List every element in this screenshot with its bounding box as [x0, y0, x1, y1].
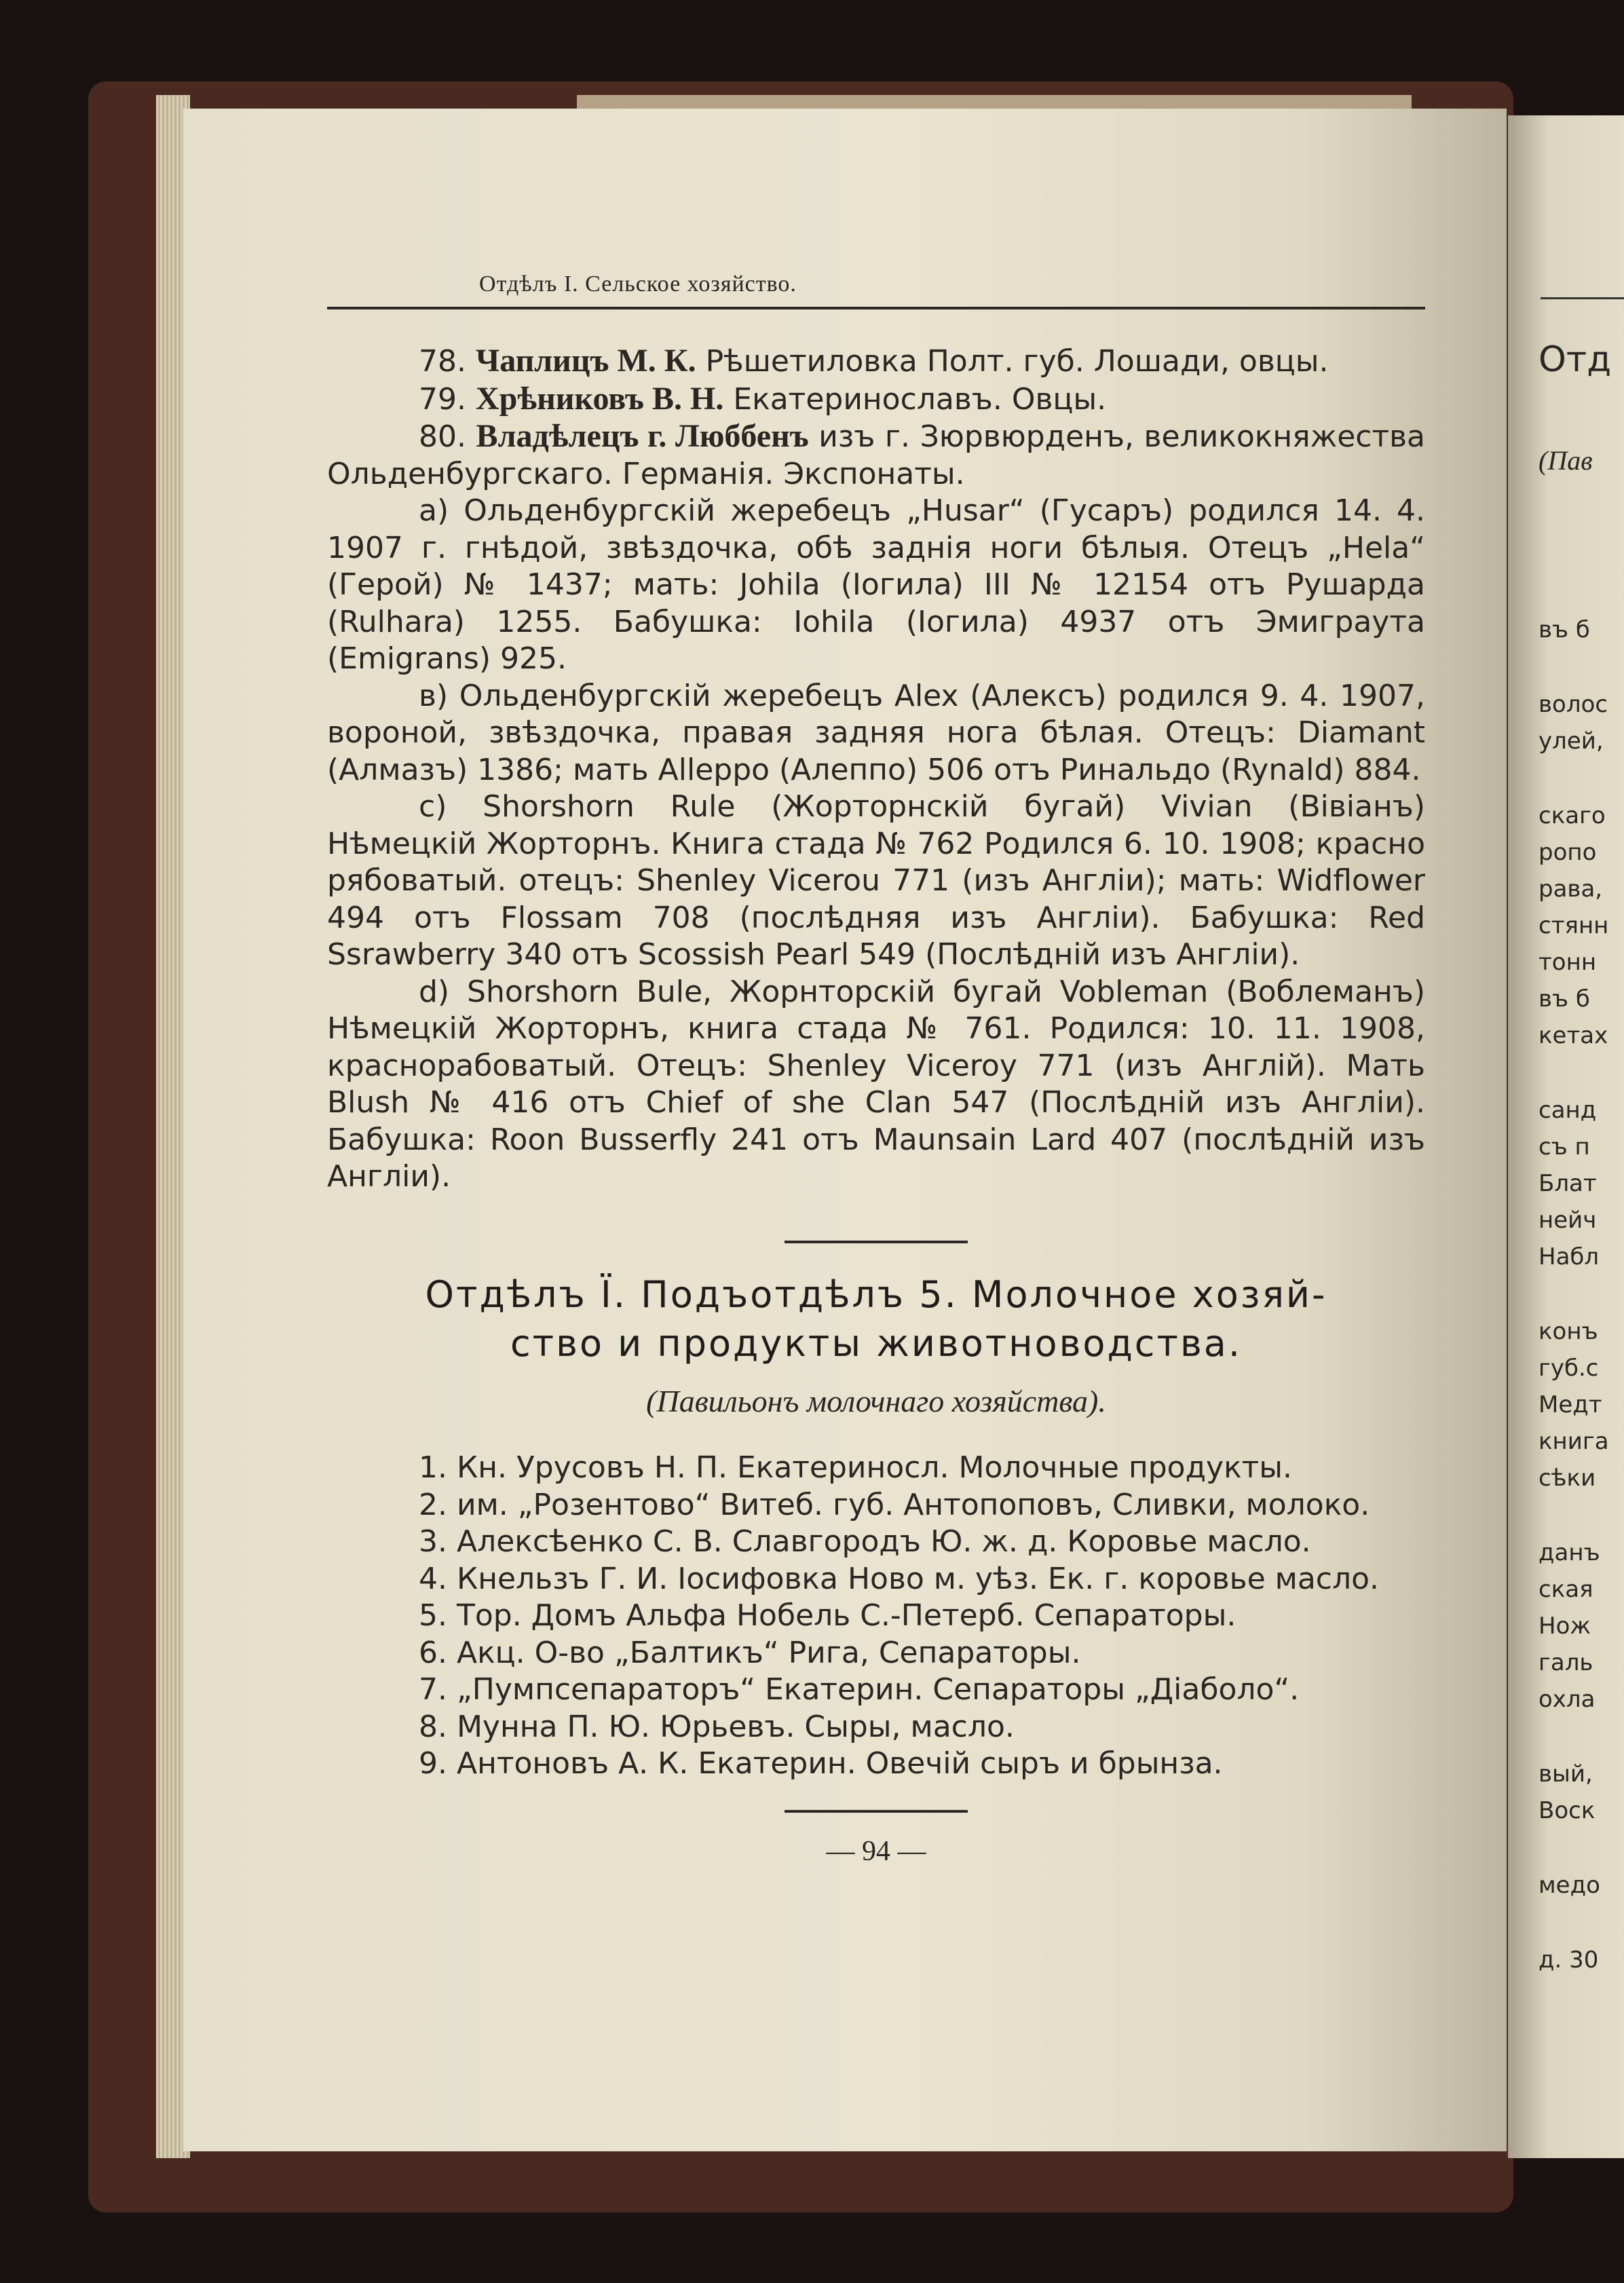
right-page-fragment-text: (Пав [1538, 445, 1593, 476]
right-page-fragment-text: ская [1538, 1576, 1593, 1603]
dairy-entry: 4. Кнельзъ Г. И. Іосифовка Ново м. уѣз. Ек. г. коровье масло. [419, 1561, 1380, 1596]
right-page-fragment-text: Блат [1538, 1170, 1597, 1197]
right-page-fragment-text: съ п [1538, 1133, 1590, 1161]
right-page-fragment-text: Воск [1538, 1797, 1595, 1824]
right-page-fragment-text: въ б [1538, 985, 1590, 1013]
section-title-line-1: Отдѣлъ Ї. Подъотдѣлъ 5. Молочное хозяй- [425, 1272, 1327, 1316]
right-page-fragment-text: стянн [1538, 912, 1609, 939]
right-page-fragment-text: конъ [1538, 1318, 1598, 1345]
entry-78 [327, 343, 1425, 381]
right-page-fragment-text: охла [1538, 1686, 1595, 1713]
dairy-entry: 1. Кн. Урусовъ Н. П. Екатериносл. Молочные продукты. [419, 1450, 1292, 1485]
right-page-fragment-text: санд [1538, 1097, 1597, 1124]
page-number: — 94 — [826, 1835, 926, 1867]
entry-text: Рѣшетиловка Полт. губ. Лошади, овцы. [696, 344, 1329, 379]
dairy-entry: 6. Акц. О-во „Балтикъ“ Рига, Сепараторы. [419, 1635, 1081, 1670]
right-page-fragment-text: волос [1538, 691, 1608, 718]
right-page-fragment-text: въ б [1538, 616, 1590, 643]
dairy-entry: 3. Алексѣенко С. В. Славгородъ Ю. ж. д. Коровье масло. [419, 1524, 1311, 1559]
paragraph-a: а) Ольденбургскій жеребецъ „Husar“ (Гусаръ) родился 14. 4. 1907 г. гнѣдой, звѣздочка, обѣ заднія ноги бѣлыя. Отецъ „Hela“ (Герой) № 1437; мать: Johila (Іогила) III № 12154 отъ Рушарда (Rulhara) 1255. Бабушка: Iohila (Іогила) 4937 отъ Эмиграута (Emigrans) 925. [327, 493, 1425, 676]
dairy-entry: 5. Тор. Домъ Альфа Нобель С.-Петерб. Сепараторы. [419, 1598, 1236, 1633]
section-subtitle: (Павильонъ молочнаго хозяйства). [646, 1383, 1106, 1418]
right-page-fragment-text: Медт [1538, 1391, 1602, 1418]
paragraph-b: в) Ольденбургскій жеребецъ Alex (Алексъ) родился 9. 4. 1907, вороной, звѣздочка, правая задняя нога бѣлая. Отецъ: Diamant (Алмазъ) 1386; мать Allеppo (Алеппо) 506 отъ Ринальдо (Rynald) 884. [327, 678, 1425, 787]
right-page-fragment-text: тонн [1538, 949, 1597, 976]
entry-number: 79. [419, 381, 466, 417]
right-page-head-rule [1541, 297, 1624, 299]
entry-number: 80. [419, 419, 466, 454]
dairy-entry: 2. им. „Розентово“ Витеб. губ. Антопоповъ, Сливки, молоко. [419, 1487, 1370, 1522]
head-rule [327, 307, 1425, 309]
right-page-fragment-text: Набл [1538, 1243, 1600, 1270]
right-page-fragment-text: скаго [1538, 802, 1606, 829]
entry-name: Владѣлецъ г. Люббенъ [476, 418, 809, 454]
right-page-fragment-text: улей, [1538, 728, 1604, 755]
section-divider [785, 1241, 968, 1243]
bottom-divider [785, 1810, 968, 1813]
section-title-line-2: ство и продукты животноводства. [510, 1321, 1243, 1365]
dairy-entry: 9. Антоновъ А. К. Екатерин. Овечій сыръ и брынза. [419, 1746, 1223, 1781]
right-page-fragment-text: книга [1538, 1428, 1609, 1455]
right-page-fragment-text: вый, [1538, 1760, 1593, 1788]
entry-name: Чаплицъ М. К. [475, 343, 696, 379]
right-page-fragment-text: Отд [1538, 339, 1612, 380]
right-page-fragment-text: медо [1538, 1872, 1600, 1899]
entry-text: изъ г. Зюрвюрденъ, великокняжества Ольденбургскаго. Германія. Экспонаты. [327, 419, 1425, 491]
dairy-entry: 8. Мунна П. Ю. Юрьевъ. Сыры, масло. [419, 1709, 1015, 1744]
right-page-fragment-text: Нож [1538, 1612, 1591, 1640]
right-page-fragment [1508, 115, 1624, 2158]
right-page-fragment-text: сѣки [1538, 1465, 1596, 1492]
right-page-fragment-text: ропо [1538, 839, 1597, 866]
dairy-entry: 7. „Пумпсепараторъ“ Екатерин. Сепараторы „Діаболо“. [419, 1672, 1300, 1707]
entry-text: Екатеринославъ. Овцы. [723, 381, 1107, 417]
running-head: Отдѣлъ I. Сельское хозяйство. [479, 271, 797, 297]
right-page-fragment-text: губ.с [1538, 1355, 1599, 1382]
right-page-fragment-text: д. 30 [1538, 1946, 1599, 1974]
right-page-fragment-text: рава, [1538, 875, 1603, 903]
paragraph-c: c) Shorshorn Rule (Жорторнскій бугай) Vivian (Вівіанъ) Нѣмецкій Жорторнъ. Книга стада № 762 Родился 6. 10. 1908; красно рябоватый. отецъ: Shenley Vicerou 771 (изъ Англіи); мать: Widflower 494 отъ Flossam 708 (послѣдняя изъ Англіи). Бабушка: Red Ssrawberry 340 отъ Scossish Pearl 549 (Послѣдній изъ Англіи). [327, 789, 1425, 972]
paragraph-d: d) Shorshorn Bule, Жорнторскій бугай Vobleman (Воблеманъ) Нѣмецкій Жорторнъ, книга стада № 761. Родился: 10. 11. 1908, краснорабоватый. Отецъ: Shenley Viceroy 771 (изъ Англій). Мать Blush № 416 отъ Chief of she Clan 547 (Послѣдній изъ Англіи). Бабушка: Roon Busserfly 241 отъ Maunsain Lard 407 (послѣдній изъ Англіи). [327, 974, 1425, 1194]
right-page-fragment-text: данъ [1538, 1539, 1600, 1566]
entry-80 [327, 418, 1425, 493]
page-body [327, 343, 1425, 1870]
entry-79 [327, 381, 1425, 419]
right-page-fragment-text: кетах [1538, 1022, 1608, 1049]
entry-name: Хрѣниковъ В. Н. [475, 380, 724, 417]
right-page-fragment-text: нейч [1538, 1207, 1597, 1234]
entry-number: 78. [419, 344, 466, 379]
right-page-fragment-text: галь [1538, 1649, 1593, 1676]
